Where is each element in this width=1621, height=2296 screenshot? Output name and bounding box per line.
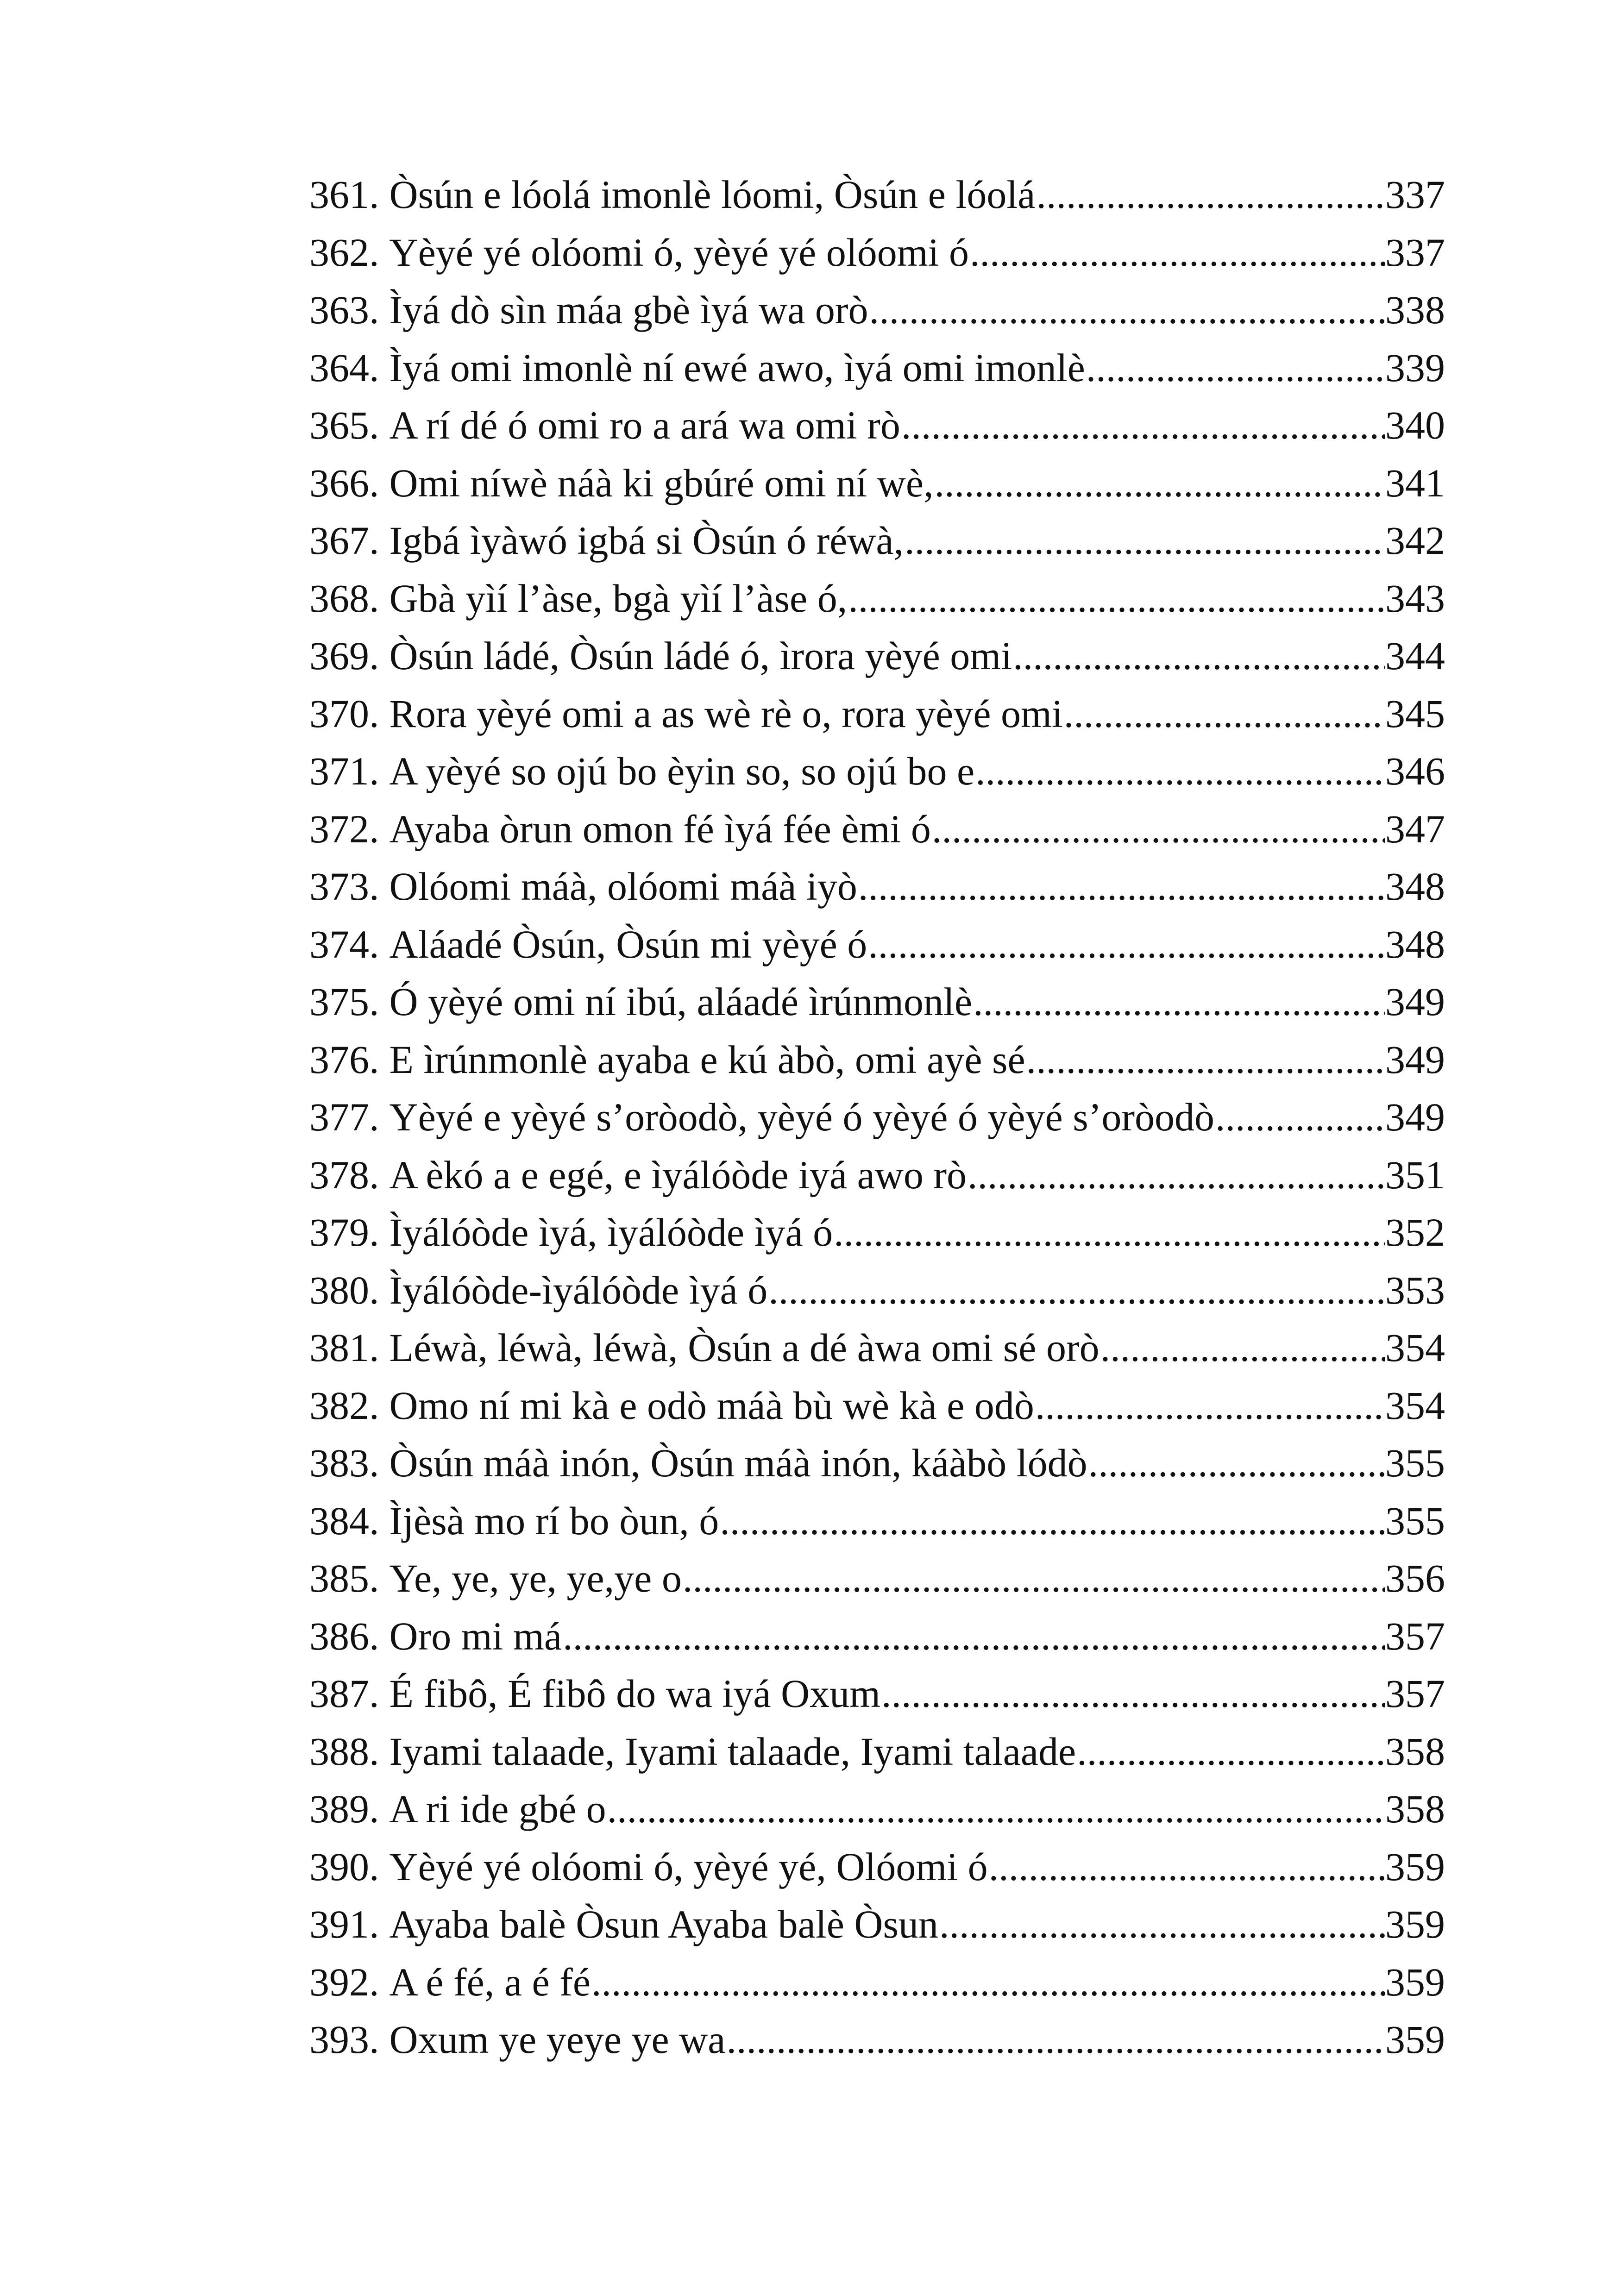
toc-entry[interactable] — [309, 281, 1445, 339]
dot-leader — [904, 512, 1385, 570]
entry-number: 374. — [309, 922, 379, 966]
dot-leader — [1076, 1723, 1385, 1781]
entry-title: Yèyé yé olóomi ó, yèyé yé olóomi ó — [389, 230, 969, 275]
entry-title: Òsún ládé, Òsún ládé ó, ìrora yèyé omi — [389, 634, 1012, 678]
entry-title: É fibô, É fibô do wa iyá Oxum — [389, 1671, 880, 1716]
entry-page-number: 341 — [1385, 460, 1445, 505]
entry-title: Ayaba òrun omon fé ìyá fée èmi ó — [389, 806, 931, 851]
entry-title: Oxum ye yeye ye wa — [389, 2017, 726, 2062]
dot-leader — [1214, 1088, 1385, 1146]
dot-leader — [1012, 627, 1385, 685]
entry-title: E ìrúnmonlè ayaba e kú àbò, omi ayè sé — [389, 1037, 1025, 1082]
toc-entry[interactable] — [309, 1895, 1445, 1953]
dot-leader — [725, 2011, 1385, 2069]
entry-page-number: 348 — [1385, 864, 1445, 909]
dot-leader — [900, 396, 1385, 454]
toc-entry[interactable] — [309, 1492, 1445, 1550]
entry-number: 371. — [309, 749, 379, 793]
entry-number: 388. — [309, 1729, 379, 1774]
entry-title: Òsún e lóolá imonlè lóomi, Òsún e lóolá — [389, 172, 1036, 217]
toc-entry[interactable] — [309, 396, 1445, 454]
entry-title: Rora yèyé omi a as wè rè o, rora yèyé omi — [389, 691, 1063, 736]
toc-entry[interactable] — [309, 224, 1445, 282]
dot-leader — [1035, 166, 1385, 224]
entry-number: 367. — [309, 518, 379, 563]
entry-page-number: 355 — [1385, 1498, 1445, 1543]
entry-title: Igbá ìyàwó igbá si Òsún ó réwà, — [389, 518, 904, 563]
dot-leader — [974, 742, 1385, 800]
dot-leader — [1087, 1434, 1385, 1492]
entry-number: 380. — [309, 1267, 379, 1312]
entry-title: Ìjèsà mo rí bo òun, ó — [389, 1498, 719, 1543]
toc-entry[interactable] — [309, 800, 1445, 858]
entry-title: Òsún máà inón, Òsún máà inón, káàbò lódò — [389, 1441, 1087, 1485]
dot-leader — [934, 454, 1385, 512]
toc-entry[interactable] — [309, 1780, 1445, 1838]
entry-title: Iyami talaade, Iyami talaade, Iyami talaade — [389, 1729, 1076, 1774]
entry-title: Yèyé e yèyé s’oròodò, yèyé ó yèyé ó yèyé s’oròodò — [389, 1095, 1214, 1139]
entry-number: 382. — [309, 1383, 379, 1428]
entry-number: 381. — [309, 1325, 379, 1370]
dot-leader — [972, 973, 1385, 1031]
entry-page-number: 356 — [1385, 1556, 1445, 1600]
toc-entry[interactable] — [309, 1031, 1445, 1089]
dot-leader — [767, 1261, 1385, 1319]
entry-title: Gbà yìí l’àse, bgà yìí l’àse ó, — [389, 576, 848, 621]
entry-number: 373. — [309, 864, 379, 909]
entry-page-number: 359 — [1385, 1959, 1445, 2004]
entry-number: 369. — [309, 634, 379, 678]
dot-leader — [1100, 1319, 1385, 1377]
entry-number: 363. — [309, 288, 379, 332]
toc-entry[interactable] — [309, 916, 1445, 973]
toc-entry[interactable] — [309, 1953, 1445, 2011]
entry-title: Ìyálóòde ìyá, ìyálóòde ìyá ó — [389, 1210, 833, 1255]
entry-page-number: 346 — [1385, 749, 1445, 793]
entry-number: 362. — [309, 230, 379, 275]
entry-page-number: 349 — [1385, 979, 1445, 1024]
dot-leader — [1034, 1377, 1385, 1435]
toc-entry[interactable] — [309, 1434, 1445, 1492]
toc-entry[interactable] — [309, 512, 1445, 570]
toc-entry[interactable] — [309, 1838, 1445, 1896]
entry-title: A èkó a e egé, e ìyálóòde iyá awo rò — [389, 1152, 967, 1197]
entry-number: 392. — [309, 1959, 379, 2004]
entry-number: 385. — [309, 1556, 379, 1600]
entry-number: 389. — [309, 1787, 379, 1831]
entry-number: 377. — [309, 1095, 379, 1139]
entry-title: A yèyé so ojú bo èyin so, so ojú bo e — [389, 749, 975, 793]
entry-title: A ri ide gbé o — [389, 1787, 606, 1831]
entry-number: 372. — [309, 806, 379, 851]
dot-leader — [1025, 1031, 1385, 1089]
entry-title: Omo ní mi kà e odò máà bù wè kà e odò — [389, 1383, 1034, 1428]
toc-entry[interactable] — [309, 858, 1445, 916]
toc-entry[interactable] — [309, 2011, 1445, 2069]
dot-leader — [857, 858, 1385, 916]
entry-number: 393. — [309, 2017, 379, 2062]
entry-title: Ìyá dò sìn máa gbè ìyá wa orò — [389, 288, 868, 332]
entry-page-number: 359 — [1385, 1844, 1445, 1889]
dot-leader — [868, 281, 1385, 339]
entry-page-number: 348 — [1385, 922, 1445, 966]
toc-entry[interactable] — [309, 570, 1445, 627]
entry-page-number: 344 — [1385, 634, 1445, 678]
dot-leader — [562, 1607, 1385, 1665]
entry-number: 390. — [309, 1844, 379, 1889]
toc-entry[interactable] — [309, 1261, 1445, 1319]
entry-page-number: 351 — [1385, 1152, 1445, 1197]
entry-page-number: 359 — [1385, 1902, 1445, 1946]
entry-number: 368. — [309, 576, 379, 621]
entry-page-number: 337 — [1385, 172, 1445, 217]
entry-page-number: 340 — [1385, 403, 1445, 447]
toc-entry[interactable] — [309, 1607, 1445, 1665]
entry-number: 379. — [309, 1210, 379, 1255]
toc-entry[interactable] — [309, 166, 1445, 224]
entry-number: 378. — [309, 1152, 379, 1197]
dot-leader — [719, 1492, 1385, 1550]
entry-number: 384. — [309, 1498, 379, 1543]
entry-page-number: 343 — [1385, 576, 1445, 621]
toc-entry[interactable] — [309, 1549, 1445, 1607]
entry-page-number: 338 — [1385, 288, 1445, 332]
entry-title: Ìyá omi imonlè ní ewé awo, ìyá omi imonlè — [389, 345, 1085, 390]
entry-title: Oro mi má — [389, 1613, 562, 1658]
entry-title: Ìyálóòde-ìyálóòde ìyá ó — [389, 1267, 768, 1312]
entry-title: Ye, ye, ye, ye,ye o — [389, 1556, 682, 1600]
dot-leader — [1063, 685, 1385, 743]
toc-entry[interactable] — [309, 685, 1445, 743]
entry-page-number: 353 — [1385, 1267, 1445, 1312]
entry-title: Yèyé yé olóomi ó, yèyé yé, Olóomi ó — [389, 1844, 988, 1889]
entry-page-number: 345 — [1385, 691, 1445, 736]
entry-page-number: 355 — [1385, 1441, 1445, 1485]
toc-entry[interactable] — [309, 1204, 1445, 1261]
entry-title: Olóomi máà, olóomi máà iyò — [389, 864, 857, 909]
dot-leader — [847, 570, 1385, 627]
toc-entry[interactable] — [309, 627, 1445, 685]
toc-entry[interactable] — [309, 1665, 1445, 1723]
entry-page-number: 358 — [1385, 1729, 1445, 1774]
entry-page-number: 359 — [1385, 2017, 1445, 2062]
entry-page-number: 342 — [1385, 518, 1445, 563]
entry-number: 370. — [309, 691, 379, 736]
entry-title: A rí dé ó omi ro a ará wa omi rò — [389, 403, 900, 447]
dot-leader — [682, 1549, 1385, 1607]
dot-leader — [880, 1665, 1385, 1723]
entry-number: 383. — [309, 1441, 379, 1485]
dot-leader — [938, 1895, 1385, 1953]
toc-entry[interactable] — [309, 1319, 1445, 1377]
entry-number: 391. — [309, 1902, 379, 1946]
toc-entry[interactable] — [309, 742, 1445, 800]
entry-title: A é fé, a é fé — [389, 1959, 591, 2004]
dot-leader — [606, 1780, 1385, 1838]
dot-leader — [1085, 339, 1385, 397]
dot-leader — [867, 916, 1385, 973]
entry-number: 364. — [309, 345, 379, 390]
entry-page-number: 337 — [1385, 230, 1445, 275]
entry-number: 365. — [309, 403, 379, 447]
entry-page-number: 349 — [1385, 1095, 1445, 1139]
toc-entry[interactable] — [309, 1377, 1445, 1435]
dot-leader — [931, 800, 1385, 858]
dot-leader — [967, 1146, 1385, 1204]
entry-title: Ayaba balè Òsun Ayaba balè Òsun — [389, 1902, 938, 1946]
entry-title: Léwà, léwà, léwà, Òsún a dé àwa omi sé orò — [389, 1325, 1100, 1370]
entry-title: Omi níwè náà ki gbúré omi ní wè, — [389, 460, 934, 505]
toc-entry[interactable] — [309, 1723, 1445, 1781]
table-of-contents — [309, 166, 1445, 2069]
dot-leader — [833, 1204, 1385, 1261]
toc-entry[interactable] — [309, 454, 1445, 512]
toc-entry[interactable] — [309, 1088, 1445, 1146]
entry-title: Ó yèyé omi ní ibú, aláadé ìrúnmonlè — [389, 979, 973, 1024]
entry-page-number: 354 — [1385, 1383, 1445, 1428]
entry-number: 386. — [309, 1613, 379, 1658]
dot-leader — [591, 1953, 1385, 2011]
entry-page-number: 352 — [1385, 1210, 1445, 1255]
entry-number: 361. — [309, 172, 379, 217]
entry-page-number: 358 — [1385, 1787, 1445, 1831]
dot-leader — [969, 224, 1385, 282]
entry-page-number: 357 — [1385, 1671, 1445, 1716]
entry-number: 366. — [309, 460, 379, 505]
dot-leader — [988, 1838, 1385, 1896]
toc-entry[interactable] — [309, 973, 1445, 1031]
entry-page-number: 354 — [1385, 1325, 1445, 1370]
toc-entry[interactable] — [309, 1146, 1445, 1204]
entry-number: 376. — [309, 1037, 379, 1082]
entry-page-number: 339 — [1385, 345, 1445, 390]
entry-page-number: 349 — [1385, 1037, 1445, 1082]
entry-page-number: 357 — [1385, 1613, 1445, 1658]
toc-entry[interactable] — [309, 339, 1445, 397]
entry-number: 387. — [309, 1671, 379, 1716]
entry-number: 375. — [309, 979, 379, 1024]
entry-page-number: 347 — [1385, 806, 1445, 851]
entry-title: Aláadé Òsún, Òsún mi yèyé ó — [389, 922, 867, 966]
